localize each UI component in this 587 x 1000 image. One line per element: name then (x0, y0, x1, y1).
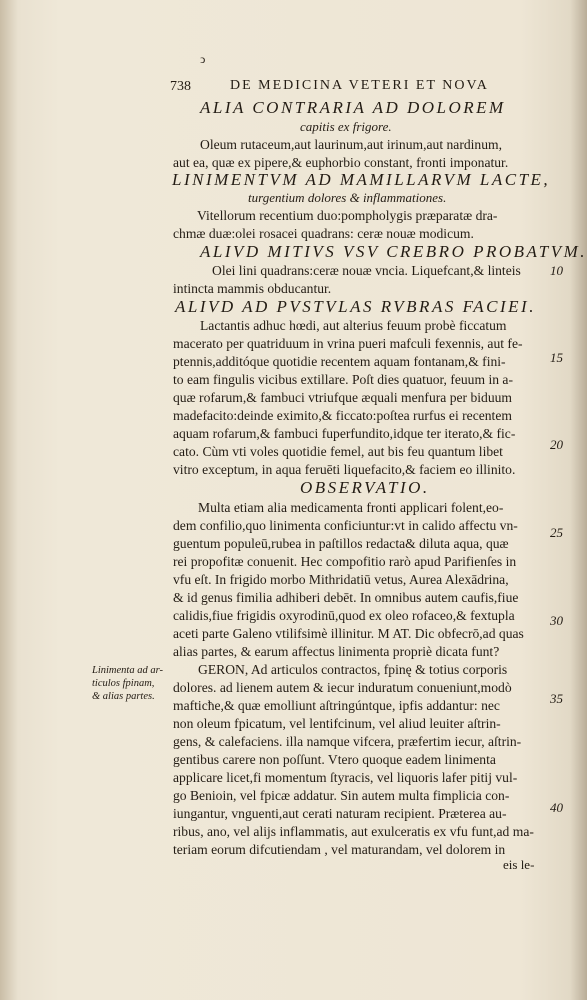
text-line: non oleum fpicatum, vel lentifcinum, vel aliud leuiter aſtrin- (173, 716, 501, 731)
line-number: 15 (550, 350, 563, 365)
line-number: 20 (550, 437, 563, 452)
margin-note (92, 664, 172, 703)
text-line: Olei lini quadrans:ceræ nouæ vncia. Liquefcant,& linteis (212, 263, 521, 278)
text-line: to eam fingulis vicibus extillare. Poſt dies quatuor, feuum in a- (173, 372, 513, 387)
text-line: applicare licet,fi momentum ſtyracis, vel liquoris lafer pitij vul- (173, 770, 518, 785)
text-line: & id genus fimilia adhiberi debēt. In omnibus autem caufis,fiue (173, 590, 519, 605)
text-line: gentibus carere non poſſunt. Vtero quoque eadem linimenta (173, 752, 496, 767)
text-line: calidis,fiue frigidis oxyrodinū,quod ex oleo rofaceo,& fextupla (173, 608, 515, 623)
line-number: 30 (550, 613, 563, 628)
text-line: alias partes, & earum affectus linimenta propriè dicata funt? (173, 644, 500, 659)
text-line: ribus, ano, vel alijs inflammatis, aut exulceratis ex vfu funt,ad ma- (173, 824, 534, 839)
text-line: aut ea, quæ ex pipere,& euphorbio constant, fronti imponatur. (173, 155, 509, 170)
section-heading-3: ALIVD MITIVS VSV CREBRO PROBATVM. (200, 242, 587, 261)
text-line: Vitellorum recentium duo:pompholygis præparatæ dra- (197, 208, 498, 223)
text-line: cato. Cùm vti voles quotidie femel, aut bis feu quantum libet (173, 444, 503, 459)
folio-mark: ↄ (200, 52, 206, 66)
text-line: rei propofitæ conuenit. Hec compofitio rarò apud Parifienſes in (173, 554, 517, 569)
section-heading-2: LINIMENTVM AD MAMILLARVM LACTE, (172, 170, 551, 189)
line-number: 40 (550, 800, 563, 815)
text-line: teriam eorum difcutiendam , vel maturandam, vel dolorem in (173, 842, 506, 857)
text-line: guentum populeū,rubea in paſtillos redacta& diluta aqua, quæ (173, 536, 509, 551)
text-line: macerato per quatriduum in vrina pueri mafculi fexennis, aut fe- (173, 336, 523, 351)
margin-note-line: Linimenta ad ar- (92, 665, 163, 676)
margin-note-line: ticulos fpinam, (92, 678, 155, 689)
catchword: eis le- (503, 857, 535, 872)
text-line: quæ rofarum,& fambuci vtriufque æquali menfura per biduum (173, 390, 513, 405)
text-line: aquam rofarum,& fambuci fuperfundito,idque ter iterato,& fic- (173, 426, 516, 441)
text-line: mafticħe,& quæ emolliunt aſtringúntque, ipfis addantur: nec (173, 698, 500, 713)
section-heading-5: OBSERVATIO. (300, 478, 430, 497)
text-line: ptennis,additóque quotidie recentem aquam fontanam,& fini- (173, 354, 506, 369)
text-line: vfu eſt. In frigido morbo Mithridatiū vetus, Aurea Alexādrina, (173, 572, 509, 587)
text-line: intincta mammis obducantur. (173, 281, 332, 296)
line-number: 35 (550, 691, 563, 706)
text-line: Multa etiam alia medicamenta fronti applicari folent,eo- (198, 500, 504, 515)
text-line: iungantur, vnguenti,aut cerati naturam recipient. Præterea au- (173, 806, 507, 821)
text-line: vitro exceptum, in aqua feruēti liquefacito,& faciem eo illinito. (173, 462, 516, 477)
text-line: gens, & calefaciens. illa namque vifcera, præfertim iecur, aſtrin- (173, 734, 522, 749)
line-number: 10 (550, 263, 563, 278)
text-line: aceti parte Galeno vtilifsimè illinitur. M AT. Dic obfecrō,ad quas (173, 626, 524, 641)
text-line: madefacito:deinde eximito,& ficcato:poſtea rurfus ei recentem (173, 408, 512, 423)
section-subheading-2: turgentium dolores & inflammationes. (248, 190, 447, 205)
text-line: go Benioin, vel fpicæ addatur. Sin autem multa fimplicia con- (173, 788, 510, 803)
text-line: Oleum rutaceum,aut laurinum,aut irinum,aut nardinum, (200, 137, 503, 152)
text-line: GERON, Ad articulos contractos, fpinę & totius corporis (198, 662, 508, 677)
running-title: DE MEDICINA VETERI ET NOVA (230, 78, 489, 93)
page-number: 738 (170, 79, 191, 94)
section-heading-4: ALIVD AD PVSTVLAS RVBRAS FACIEI. (175, 297, 536, 316)
text-line: dem confilio,quo linimenta conficiuntur:vt in calido affectu vn- (173, 518, 518, 533)
text-line: dolores. ad lienem autem & iecur induratum conueniunt,modò (173, 680, 512, 695)
section-subheading-1: capitis ex frigore. (300, 119, 392, 134)
margin-note-line: & alias partes. (92, 691, 155, 702)
text-line: chmæ duæ:olei rosacei quadrans: ceræ nouæ modicum. (173, 226, 474, 241)
line-number: 25 (550, 525, 563, 540)
section-heading-1: ALIA CONTRARIA AD DOLOREM (200, 98, 506, 117)
text-line: Lactantis adhuc hœdi, aut alterius feuum probè ficcatum (200, 318, 507, 333)
